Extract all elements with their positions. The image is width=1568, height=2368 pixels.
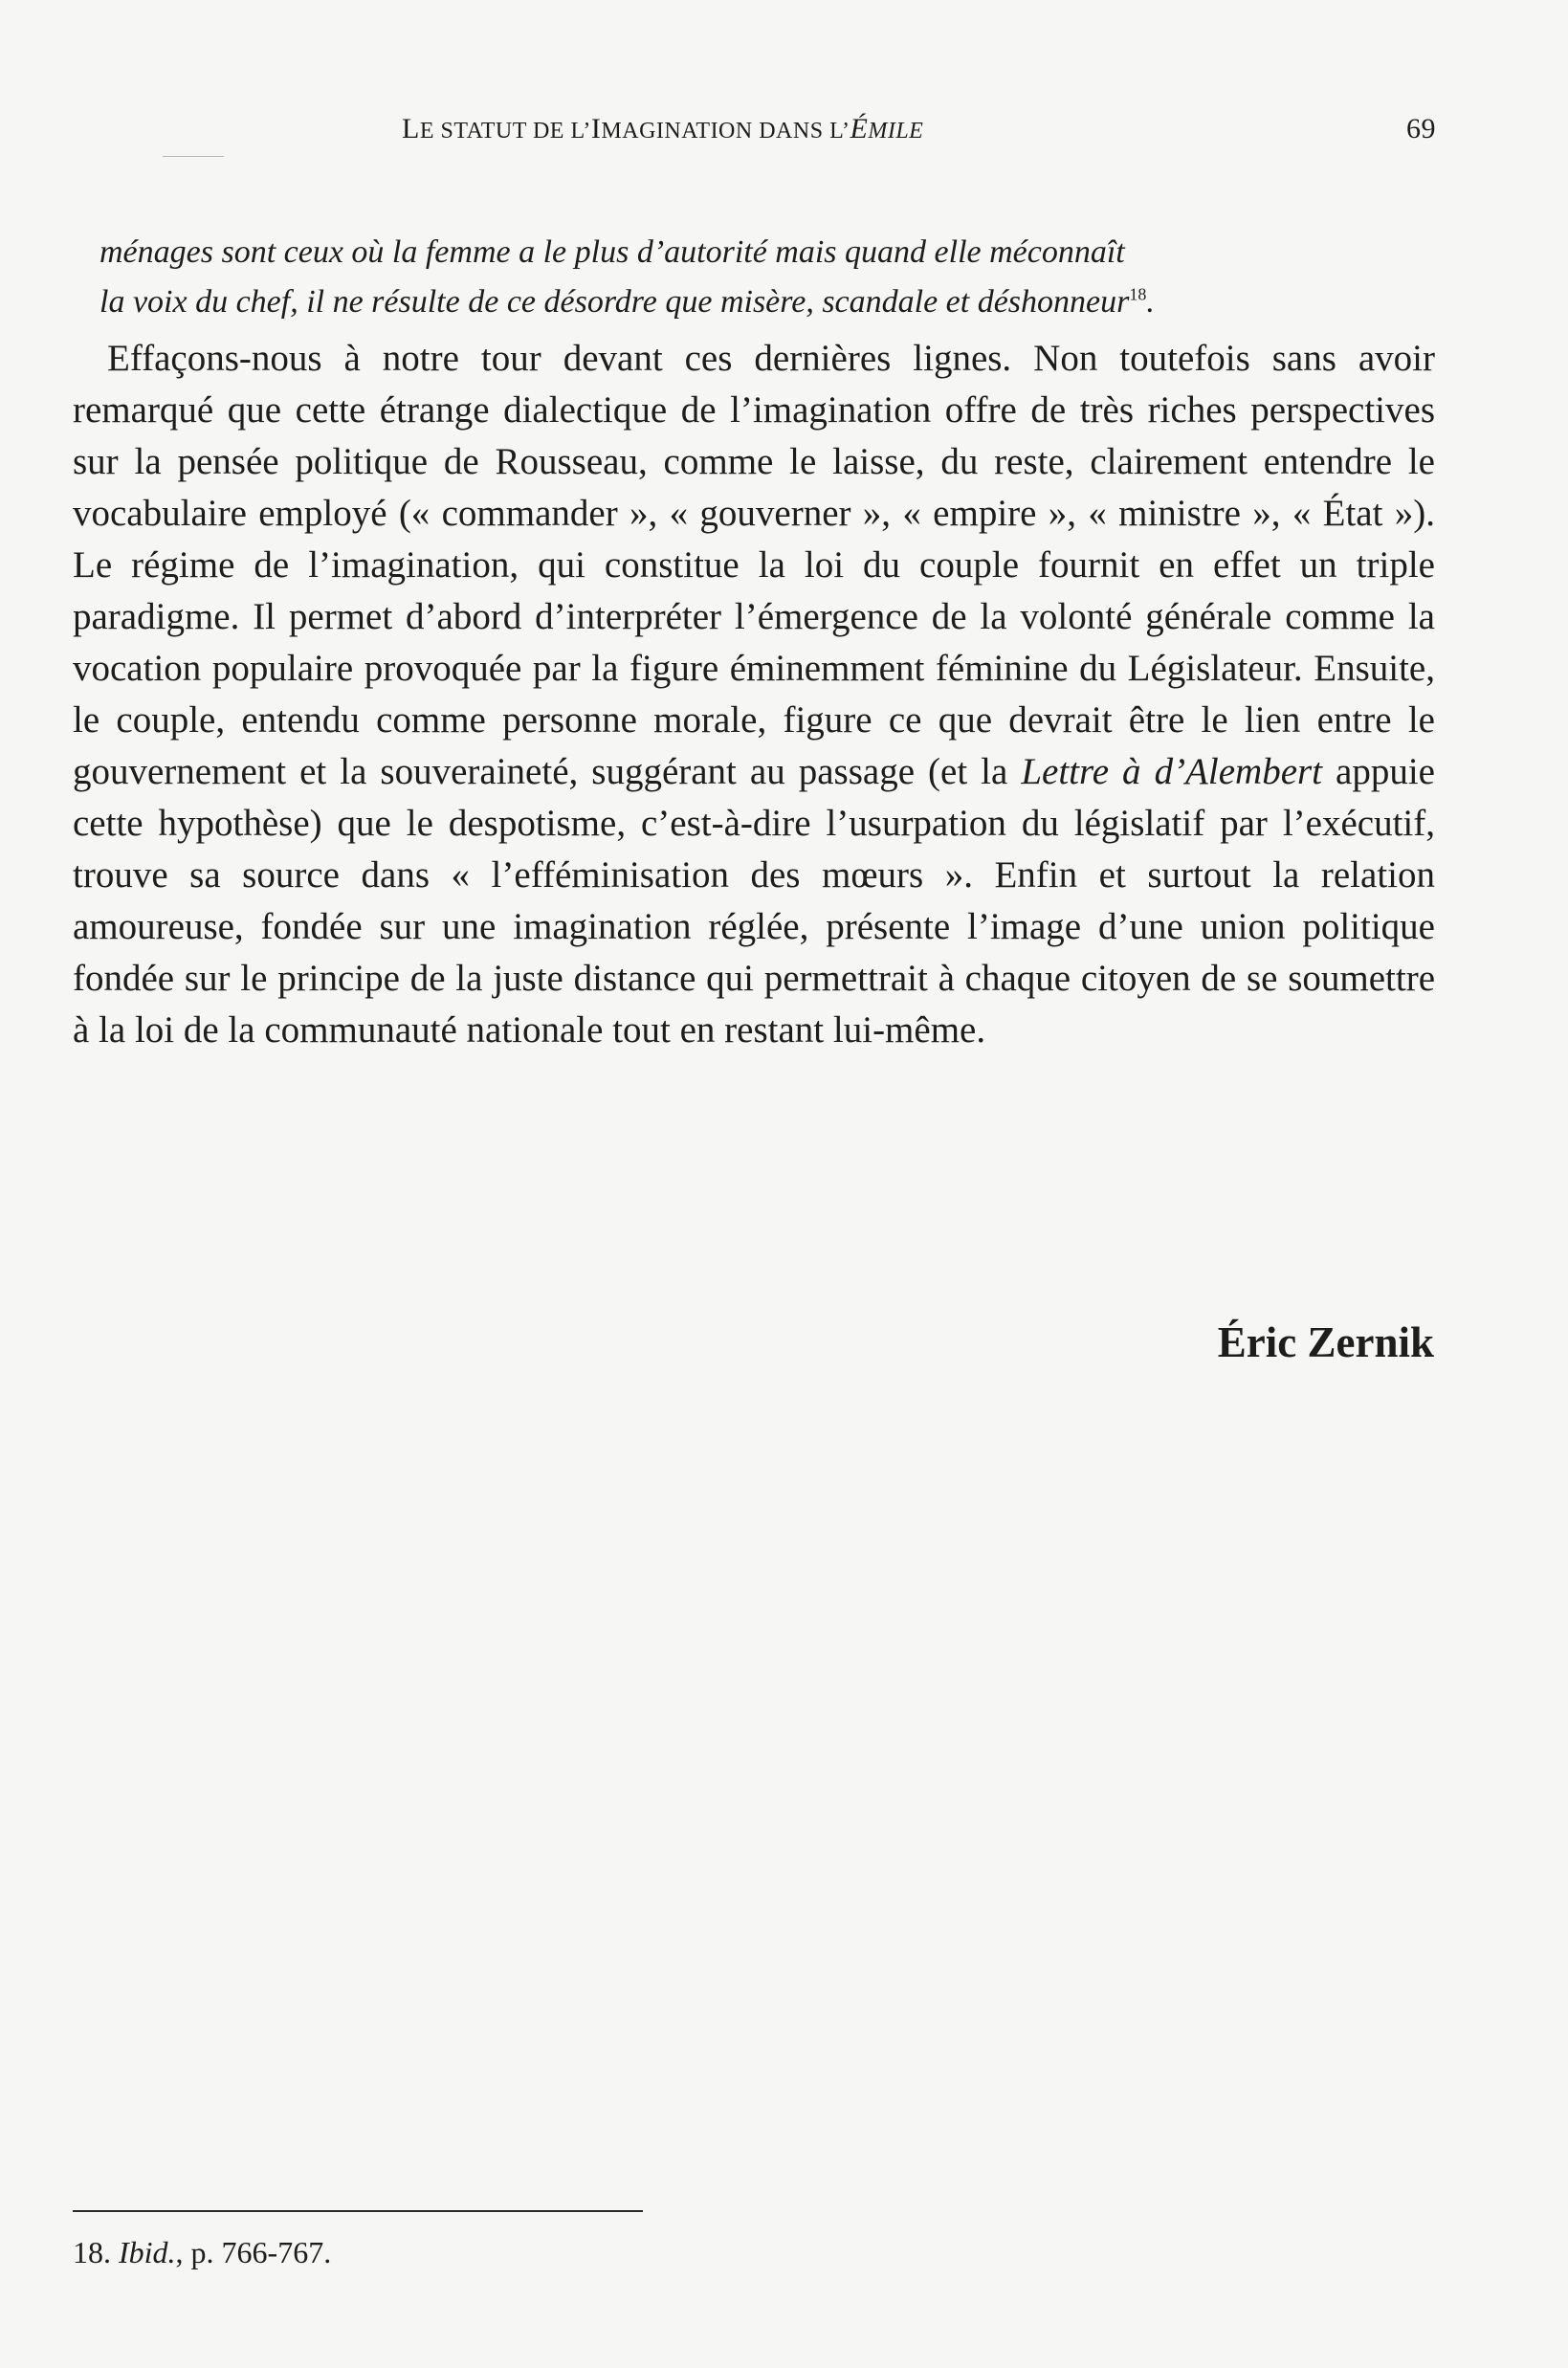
page-number: 69 (1406, 113, 1436, 144)
running-title (402, 113, 923, 145)
main-paragraph (73, 333, 1435, 1056)
header-mark (163, 156, 224, 157)
book-title-lettre: Lettre à d’Alembert (1021, 751, 1323, 792)
title-initial-i: I (590, 113, 602, 144)
quote-line-2 (99, 277, 1435, 327)
title-part-statut: E STATUT DE L’ (419, 119, 591, 144)
footnote-number: 18. (73, 2235, 119, 2269)
footnote-ibid: Ibid. (119, 2235, 176, 2269)
paragraph-1-text-a: Effaçons-nous à notre tour devant ces dernières lignes. Non toutefois sans avoir remarqué que cette étrange dialectique de l’imagination offre de très riches perspectives sur la pensée politique de Rousseau, comme le laisse, du reste, clairement entendre le vocabulaire employé (« commander », « gouverner », « empire », « ministre », « État »). Le régime de l’imagination, qui constitue la loi du couple fournit en effet un triple paradigme. Il permet d’abord d’interpréter l’émergence de la volonté générale comme la vocation populaire provoquée par la figure éminemment féminine du Législateur. Ensuite, le couple, entendu comme personne morale, figure ce que devrait être le lien entre le gouvernement et la souveraineté, suggérant au passage (et la (73, 338, 1435, 792)
footnote-reference[interactable]: 18 (1129, 284, 1147, 304)
paragraph-1-text-b: appuie cette hypothèse) que le despotisme, c’est-à-dire l’usurpation du législatif par l’exécutif, trouve sa source dans « l’efféminisation des mœurs ». Enfin et surtout la relation amoureuse, fondée sur une imagination réglée, présente l’image d’une union politique fondée sur le principe de la juste distance qui permettrait à chaque citoyen de se soumettre à la loi de la communauté nationale tout en restant lui-même. (73, 751, 1435, 1051)
author-signature: Éric Zernik (1217, 1318, 1434, 1366)
footnote-pages: , p. 766-767. (175, 2235, 332, 2269)
quote-line-1: ménages sont ceux où la femme a le plus d’autorité mais quand elle méconnaît (99, 234, 1125, 270)
footnote-18 (73, 2235, 331, 2270)
title-initial-e: É (850, 113, 869, 144)
title-part-imagination: MAGINATION DANS L’ (601, 119, 850, 144)
title-part-emile: MILE (868, 119, 924, 144)
footnote-divider (73, 2210, 643, 2212)
title-initial-l: L (402, 113, 420, 144)
block-quote (99, 228, 1435, 327)
paragraph-1 (73, 333, 1435, 1056)
quote-line-2-text: la voix du chef, il ne résulte de ce désordre que misère, scandale et déshonneur (99, 284, 1130, 320)
quote-end-punct: . (1146, 284, 1155, 320)
